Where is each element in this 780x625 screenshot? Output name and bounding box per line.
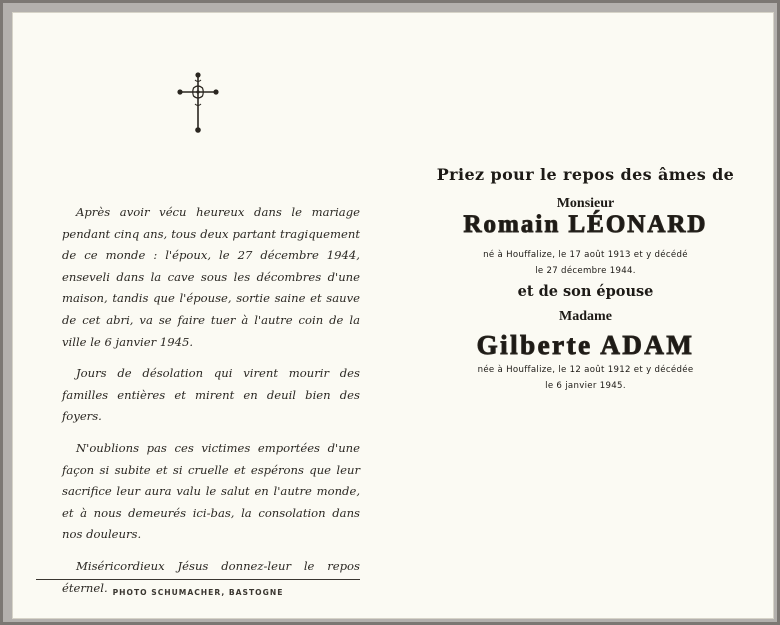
cross-icon	[176, 72, 220, 134]
prayer-heading: Priez pour le repos des âmes de	[436, 165, 735, 184]
memorial-paragraph: Après avoir vécu heureux dans le mariage pendant cinq ans, tous deux partant tragiquement de ce monde : l'époux, le 27 décembre 1944, enseveli dans la cave sous les décombres d'une maison, tandis que l'épouse, sortie saine et sauve de cet abri, va se faire tuer à l'autre coin de la ville le 6 janvier 1945.	[62, 205, 360, 349]
memorial-paragraph: Miséricordieux Jésus donnez-leur le repos éternel.	[62, 558, 360, 595]
spouse-line: et de son épouse	[517, 283, 654, 300]
photographer-credit: PHOTO SCHUMACHER, BASTOGNE	[112, 588, 284, 597]
title-monsieur: Monsieur	[556, 196, 615, 211]
right-page	[397, 12, 774, 619]
birth-death-line-husband: né à Houffalize, le 17 août 1913 et y décédé	[483, 250, 688, 260]
memorial-text	[62, 202, 360, 609]
left-page	[12, 12, 397, 619]
deceased-name-husband: Romain LÉONARD	[463, 211, 708, 238]
death-date-wife: le 6 janvier 1945.	[545, 381, 626, 391]
memorial-paragraph: N'oublions pas ces victimes emportées d'une façon si subite et si cruelle et espérons que leur sacrifice leur aura valu le salut en l'autre monde, et à nous demeurés ici-bas, la consolation dans nos douleurs.	[62, 440, 360, 542]
deceased-name-wife: Gilberte ADAM	[476, 330, 695, 360]
title-madame: Madame	[559, 309, 612, 324]
footer-divider	[36, 579, 360, 580]
memorial-paragraph: Jours de désolation qui virent mourir des familles entières et mirent en deuil bien des foyers.	[62, 366, 360, 424]
death-date-husband: le 27 décembre 1944.	[535, 266, 636, 276]
birth-death-line-wife: née à Houffalize, le 12 août 1912 et y décédée	[477, 365, 694, 375]
memorial-card	[12, 12, 774, 619]
